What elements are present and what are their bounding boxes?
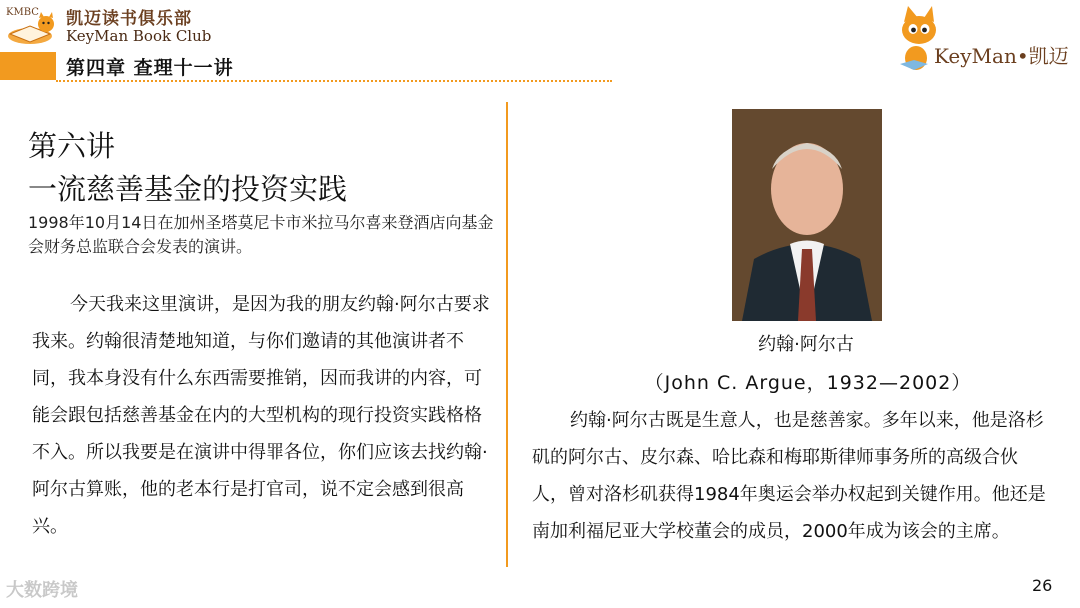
lecture-subtitle: 1998年10月14日在加州圣塔莫尼卡市米拉马尔喜来登酒店向基金会财务总监联合会发表的演讲。 (28, 213, 494, 256)
page-number: 26 (1032, 576, 1053, 595)
portrait-photo (732, 109, 882, 321)
club-name-cn: 凯迈读书俱乐部 (66, 9, 192, 29)
lecture-body (32, 286, 494, 545)
club-name-en: KeyMan Book Club (66, 27, 212, 45)
lecture-number: 第六讲 (28, 129, 116, 163)
lecture-body-text: 今天我来这里演讲，是因为我的朋友约翰·阿尔古要求我来。约翰很清楚地知道，与你们邀请的其他演讲者不同，我本身没有什么东西需要推销，因而我讲的内容，可能会跟包括慈善基金在内的大型机构的现行投资实践格格不入。所以我要是在演讲中得罪各位，你们应该去找约翰·阿尔古算账，他的老本行是打官司，说不定会感到很高兴。 (32, 294, 490, 537)
brand-wordmark: KeyMan•凯迈 (934, 44, 1069, 68)
profile-bio (532, 402, 1052, 550)
profile-name: 约翰·阿尔古 (758, 334, 854, 355)
logo-text: KMBC (6, 7, 39, 18)
column-divider (506, 102, 508, 567)
header-dotted-divider (56, 80, 612, 82)
chapter-title: 第四章 查理十一讲 (66, 57, 234, 79)
profile-years: （John C. Argue，1932—2002） (644, 372, 972, 394)
book-club-logo (4, 4, 62, 50)
watermark: 大数跨境 (6, 580, 78, 601)
profile-bio-text: 约翰·阿尔古既是生意人，也是慈善家。多年以来，他是洛杉矶的阿尔古、皮尔森、哈比森和梅耶斯律师事务所的高级合伙人，曾对洛杉矶获得1984年奥运会举办权起到关键作用。他还是南加利福尼亚大学校董会的成员，2000年成为该会的主席。 (532, 410, 1046, 542)
chapter-accent-bar (0, 52, 56, 80)
lecture-title: 一流慈善基金的投资实践 (28, 172, 348, 206)
